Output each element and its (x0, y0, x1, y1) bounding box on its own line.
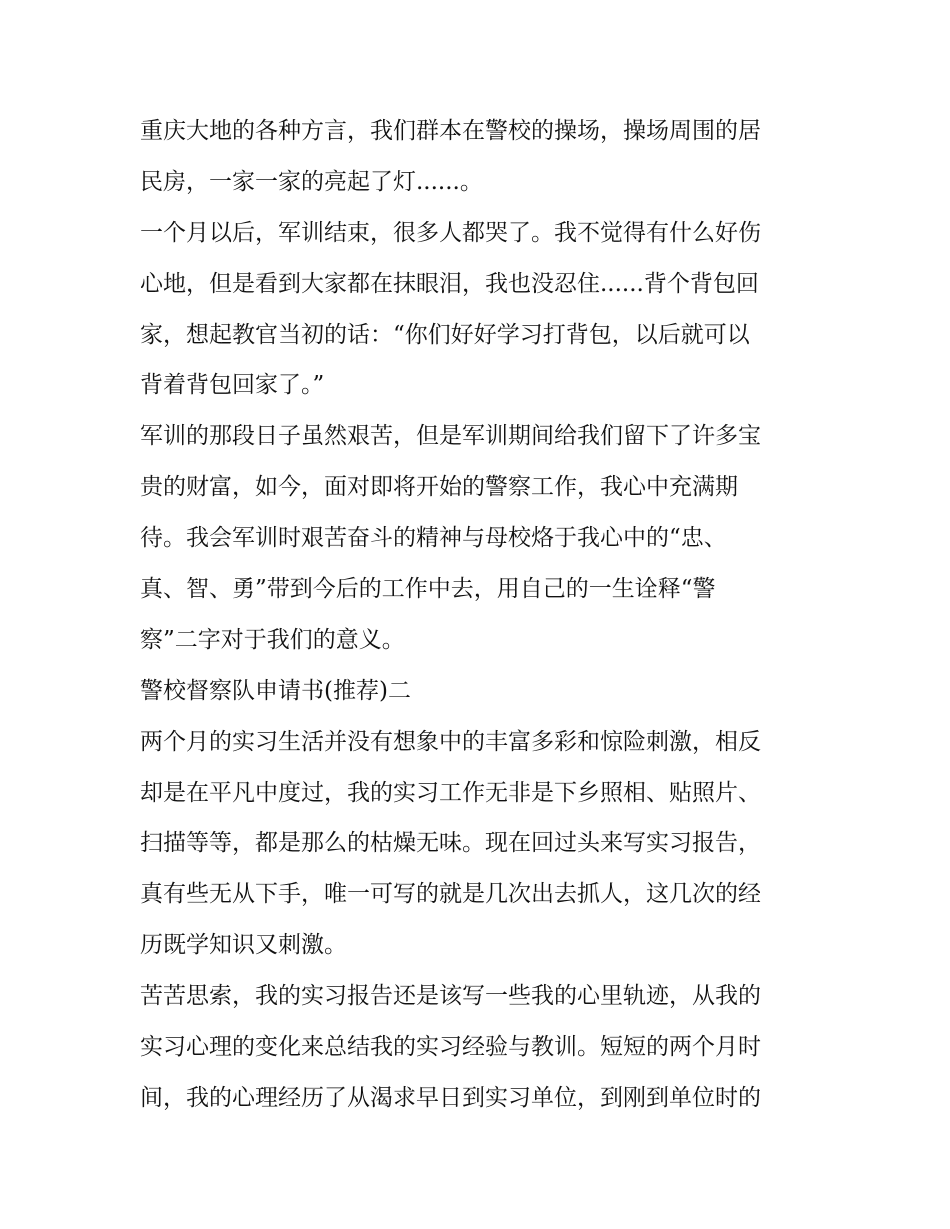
text-line: 待。我会军训时艰苦奋斗的精神与母校烙于我心中的“忠、 (140, 525, 727, 552)
text-line: 贵的财富，如今，面对即将开始的警察工作，我心中充满期 (140, 474, 738, 501)
text-line: 真有些无从下手，唯一可写的就是几次出去抓人，这几次的经 (140, 881, 761, 908)
text-line: 民房，一家一家的亮起了灯......。 (140, 168, 483, 195)
text-line: 军训的那段日子虽然艰苦，但是军训期间给我们留下了许多宝 (140, 423, 761, 450)
text-line: 心地，但是看到大家都在抹眼泪，我也没忍住......背个背包回 (140, 270, 759, 297)
text-line: 家，想起教官当初的话：“你们好好学习打背包，以后就可以 (140, 321, 750, 348)
text-line: 真、智、勇”带到今后的工作中去，用自己的一生诠释“警 (140, 576, 716, 603)
text-line: 一个月以后，军训结束，很多人都哭了。我不觉得有什么好伤 (140, 219, 761, 246)
text-line: 重庆大地的各种方言，我们群本在警校的操场，操场周围的居 (140, 118, 761, 144)
text-line: 却是在平凡中度过，我的实习工作无非是下乡照相、贴照片、 (140, 779, 761, 806)
text-line: 两个月的实习生活并没有想象中的丰富多彩和惊险刺激，相反 (140, 728, 761, 755)
text-line: 扫描等等，都是那么的枯燥无味。现在回过头来写实习报告， (140, 830, 761, 857)
text-line: 间，我的心理经历了从渴求早日到实习单位，到刚到单位时的 (140, 1084, 761, 1111)
text-line: 历既学知识又刺激。 (140, 932, 347, 959)
document-body (140, 106, 820, 1124)
text-line: 背着背包回家了。” (140, 372, 325, 399)
section-heading: 警校督察队申请书(推荐)二 (140, 677, 411, 704)
text-line: 实习心理的变化来总结我的实习经验与教训。短短的两个月时 (140, 1034, 761, 1061)
text-line: 察”二字对于我们的意义。 (140, 626, 405, 653)
text-line: 苦苦思索，我的实习报告还是该写一些我的心里轨迹，从我的 (140, 983, 761, 1010)
